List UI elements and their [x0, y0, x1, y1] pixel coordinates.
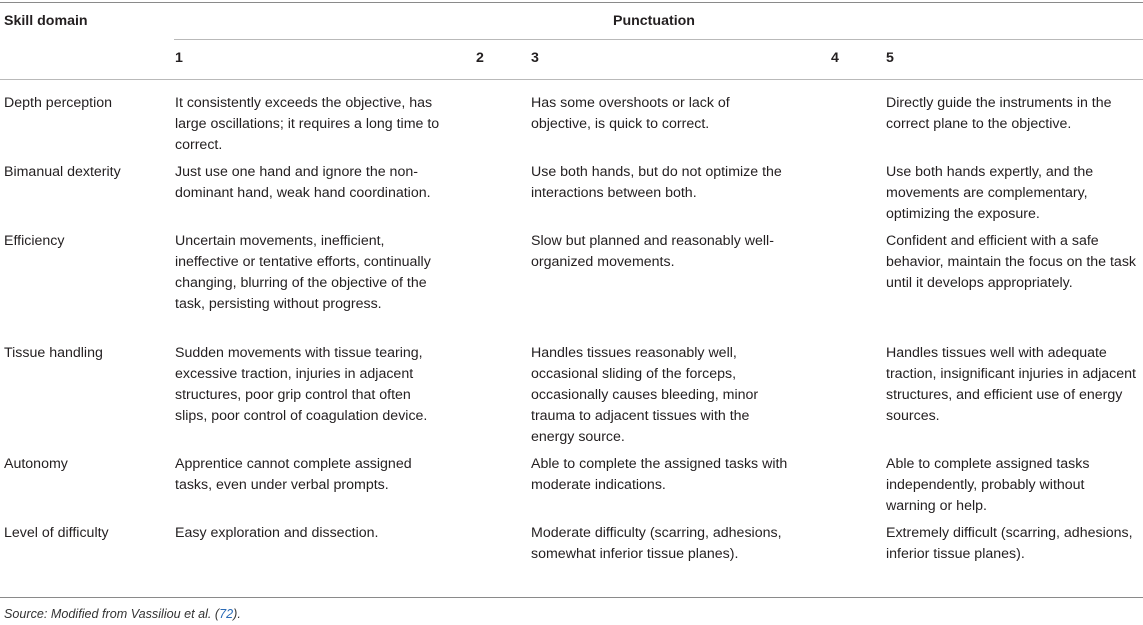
header-level-2: 2	[476, 50, 484, 66]
row-level-5: Able to complete assigned tasks independently, probably without warning or help.	[886, 456, 1090, 514]
header-bottom-rule	[0, 79, 1143, 80]
row-level-1: Uncertain movements, inefficient, ineffective or tentative efforts, continually changing, blurring of the objective of the task, persisting without progress.	[175, 233, 431, 312]
row-level-1: Sudden movements with tissue tearing, excessive traction, injuries in adjacent structures, poor grip control that often slips, poor control of coagulation device.	[175, 345, 428, 424]
row-level-5: Handles tissues well with adequate traction, insignificant injuries in adjacent structures, and efficient use of energy sources.	[886, 345, 1136, 424]
row-level-3: Handles tissues reasonably well, occasional sliding of the forceps, occasionally causes bleeding, minor trauma to adjacent tissues with the energy source.	[531, 345, 759, 445]
row-domain: Bimanual dexterity	[4, 164, 121, 180]
row-domain: Tissue handling	[4, 345, 103, 361]
row-level-5: Extremely difficult (scarring, adhesions, inferior tissue planes).	[886, 525, 1133, 562]
row-level-5: Use both hands expertly, and the movements are complementary, optimizing the exposure.	[886, 164, 1094, 222]
row-level-5: Directly guide the instruments in the correct plane to the objective.	[886, 95, 1112, 132]
row-level-3: Has some overshoots or lack of objective, is quick to correct.	[531, 95, 730, 132]
source-prefix: Source: Modified from Vassiliou et al. (	[4, 607, 220, 621]
header-skill-domain: Skill domain	[4, 13, 88, 29]
row-level-3: Able to complete the assigned tasks with moderate indications.	[531, 456, 788, 493]
row-level-3: Moderate difficulty (scarring, adhesions, somewhat inferior tissue planes).	[531, 525, 782, 562]
header-level-3: 3	[531, 50, 539, 66]
header-level-1: 1	[175, 50, 183, 66]
row-level-3: Slow but planned and reasonably well-organized movements.	[531, 233, 774, 270]
row-domain: Efficiency	[4, 233, 65, 249]
row-level-3: Use both hands, but do not optimize the interactions between both.	[531, 164, 782, 201]
header-level-4: 4	[831, 50, 839, 66]
row-level-5: Confident and efficient with a safe behavior, maintain the focus on the task until it develops appropriately.	[886, 233, 1137, 291]
header-level-5: 5	[886, 50, 894, 66]
header-punctuation: Punctuation	[613, 13, 695, 29]
table-top-rule	[0, 2, 1143, 3]
table-bottom-rule	[0, 597, 1143, 598]
punctuation-subrule	[174, 39, 1143, 40]
table-source-note	[4, 606, 241, 622]
row-level-1: Apprentice cannot complete assigned tasks, even under verbal prompts.	[175, 456, 412, 493]
source-reference-link[interactable]: 72	[219, 607, 234, 621]
row-level-1: It consistently exceeds the objective, has large oscillations; it requires a long time to correct.	[175, 95, 440, 153]
source-suffix: ).	[233, 607, 241, 621]
row-level-1: Just use one hand and ignore the non-dominant hand, weak hand coordination.	[175, 164, 431, 201]
row-domain: Autonomy	[4, 456, 68, 472]
row-domain: Depth perception	[4, 95, 113, 111]
row-level-1: Easy exploration and dissection.	[175, 525, 379, 541]
row-domain: Level of difficulty	[4, 525, 109, 541]
